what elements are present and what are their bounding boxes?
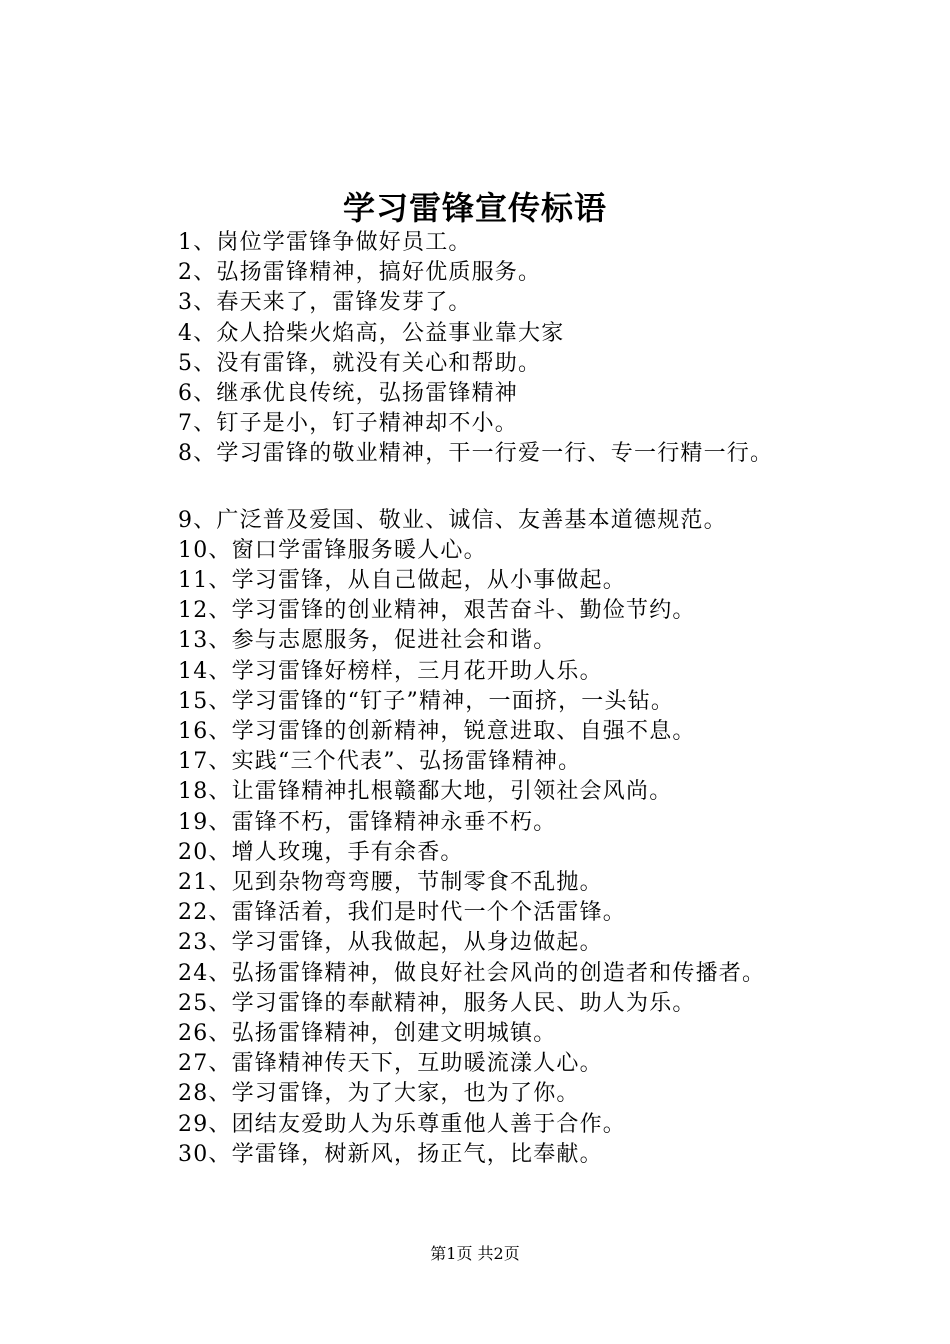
list-item: 2、弘扬雷锋精神，搞好优质服务。 [178, 260, 542, 285]
list-item: 5、没有雷锋，就没有关心和帮助。 [178, 351, 542, 376]
list-item: 16、学习雷锋的创新精神，锐意进取、自强不息。 [178, 719, 696, 744]
list-item: 30、学雷锋，树新风，扬正气，比奉献。 [178, 1142, 603, 1167]
list-item: 13、参与志愿服务，促进社会和谐。 [178, 628, 557, 653]
list-item: 29、团结友爱助人为乐尊重他人善于合作。 [178, 1112, 626, 1137]
list-item: 14、学习雷锋好榜样，三月花开助人乐。 [178, 659, 603, 684]
list-item: 28、学习雷锋，为了大家，也为了你。 [178, 1081, 580, 1106]
list-item: 8、学习雷锋的敬业精神，干一行爱一行、专一行精一行。 [178, 441, 774, 466]
list-item: 3、春天来了，雷锋发芽了。 [178, 290, 472, 315]
list-item: 7、钉子是小，钉子精神却不小。 [178, 411, 518, 436]
list-item: 18、让雷锋精神扎根赣鄱大地，引领社会风尚。 [178, 779, 673, 804]
list-item: 25、学习雷锋的奉献精神，服务人民、助人为乐。 [178, 991, 696, 1016]
list-item: 17、实践“三个代表”、弘扬雷锋精神。 [178, 749, 582, 774]
list-item: 22、雷锋活着，我们是时代一个个活雷锋。 [178, 900, 626, 925]
list-item: 6、继承优良传统，弘扬雷锋精神 [178, 381, 518, 406]
list-item: 12、学习雷锋的创业精神，艰苦奋斗、勤俭节约。 [178, 598, 696, 623]
list-item: 9、广泛普及爱国、敬业、诚信、友善基本道德规范。 [178, 508, 727, 533]
list-item: 11、学习雷锋，从自己做起，从小事做起。 [178, 568, 626, 593]
list-item: 10、窗口学雷锋服务暖人心。 [178, 538, 487, 563]
list-item: 20、增人玫瑰，手有余香。 [178, 840, 464, 865]
page-title: 学习雷锋宣传标语 [342, 189, 607, 227]
list-item: 15、学习雷锋的“钉子”精神，一面挤，一头钻。 [178, 689, 675, 714]
list-item: 4、众人拾柴火焰高，公益事业靠大家 [178, 321, 565, 346]
list-item: 24、弘扬雷锋精神，做良好社会风尚的创造者和传播者。 [178, 961, 766, 986]
list-item: 21、见到杂物弯弯腰，节制零食不乱抛。 [178, 870, 603, 895]
page-footer: 第1页 共2页 [430, 1244, 520, 1263]
list-item: 27、雷锋精神传天下，互助暖流漾人心。 [178, 1051, 603, 1076]
list-item: 1、岗位学雷锋争做好员工。 [178, 230, 472, 255]
list-item: 19、雷锋不朽，雷锋精神永垂不朽。 [178, 810, 557, 835]
list-item: 26、弘扬雷锋精神，创建文明城镇。 [178, 1021, 557, 1046]
list-item: 23、学习雷锋，从我做起，从身边做起。 [178, 930, 603, 955]
